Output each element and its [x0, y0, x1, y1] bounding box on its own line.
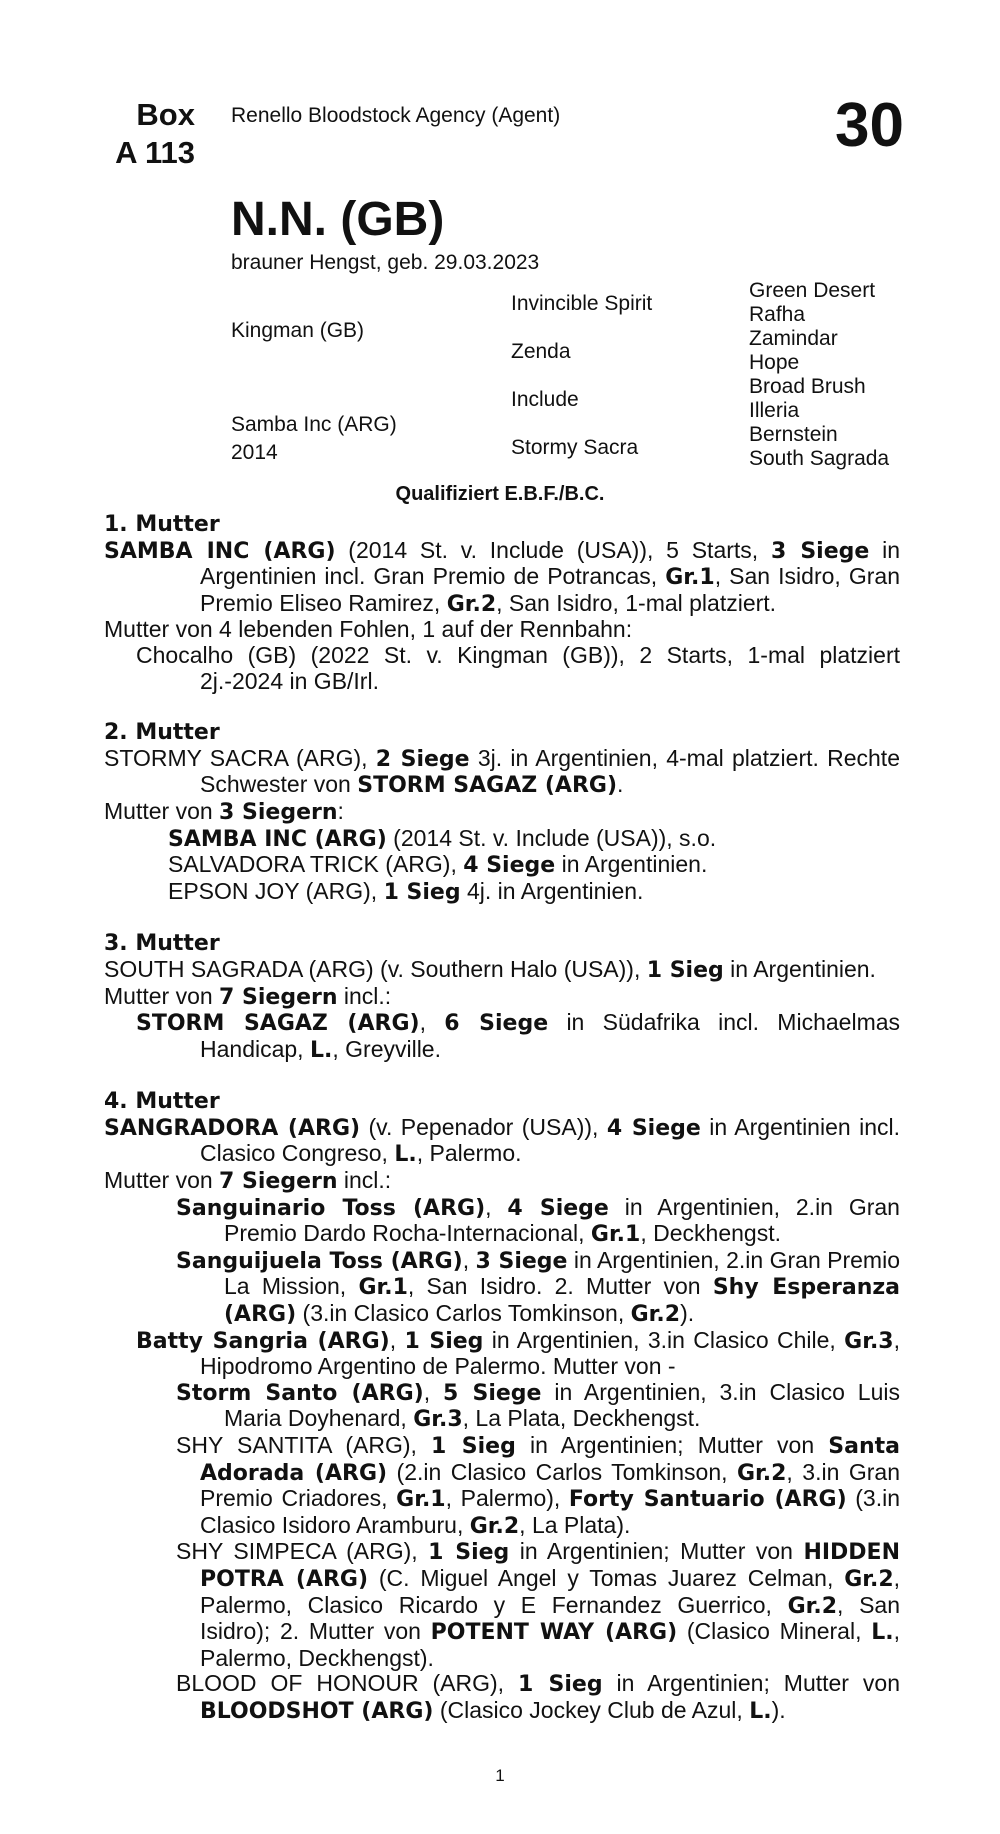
- horse-name: N.N. (GB): [231, 193, 445, 246]
- dam4-produce-2: Sanguijuela Toss (ARG), 3 Siege in Argentinien, 2.in Gran Premio La Mission, Gr.1, San Isidro. 2. Mutter von Shy Esperanza (ARG) (3.in Clasico Carlos Tomkinson, Gr.2).: [176, 1246, 901, 1328]
- pedigree-gen2-1: Invincible Spirit: [511, 292, 653, 315]
- pedigree-gen2-3: Include: [511, 388, 579, 411]
- pedigree-gen3-1: Green Desert: [749, 279, 876, 302]
- page-number: 1: [495, 1766, 505, 1785]
- dam2-produce-2: SALVADORA TRICK (ARG), 4 Siege in Argentinien.: [168, 851, 708, 879]
- pedigree-gen3-4: Hope: [749, 351, 800, 374]
- dam4-grandproduce-1: Storm Santo (ARG), 5 Siege in Argentinien, 3.in Clasico Luis Maria Doyhenard, Gr.3, La Plata, Deckhengst.: [176, 1378, 900, 1433]
- horse-description: brauner Hengst, geb. 29.03.2023: [231, 251, 540, 274]
- dam3-produce-intro: Mutter von 7 Siegern incl.:: [104, 982, 392, 1010]
- dam1-name: SAMBA INC (ARG): [104, 538, 336, 564]
- box-number: A 113: [115, 135, 195, 170]
- dam1-record: SAMBA INC (ARG) (2014 St. v. Include (USA)), 5 Starts, 3 Siege in Argentinien incl. Gran Premio de Potrancas, Gr.1, San Isidro, Gran Premio Eliseo Ramirez, Gr.2, San Isidro, 1-mal platziert.: [104, 536, 900, 617]
- lot-number: 30: [835, 91, 904, 160]
- dam4-grandproduce-3: SHY SIMPECA (ARG), 1 Sieg in Argentinien; Mutter von HIDDEN POTRA (ARG) (C. Miguel Angel y Tomas Juarez Celman, Gr.2, Palermo, Clasico Ricardo y E Fernandez Guerrico, Gr.2, San Isidro); 2. Mutter von POTENT WAY (ARG) (Clasico Mineral, L., Palermo, Deckhengst).: [176, 1538, 901, 1671]
- pedigree-gen3-5: Broad Brush: [749, 375, 866, 398]
- dam2-produce-intro: Mutter von 3 Siegern:: [104, 797, 344, 825]
- pedigree-dam-year: 2014: [231, 441, 278, 464]
- dam4-heading: 4. Mutter: [104, 1089, 220, 1115]
- qualification: Qualifiziert E.B.F./B.C.: [395, 483, 605, 505]
- dam1-heading: 1. Mutter: [104, 512, 220, 537]
- dam4-grandproduce-2: SHY SANTITA (ARG), 1 Sieg in Argentinien; Mutter von Santa Adorada (ARG) (2.in Clasico Carlos Tomkinson, Gr.2, 3.in Gran Premio Criadores, Gr.1, Palermo), Forty Santuario (ARG) (3.in Clasico Isidoro Aramburu, Gr.2, La Plata).: [176, 1432, 900, 1539]
- box-label: [100, 96, 195, 172]
- dam1-produce-1: Chocalho (GB) (2022 St. v. Kingman (GB)), 2 Starts, 1-mal platziert 2j.-2024 in GB/Irl.: [136, 641, 900, 694]
- dam4-record: SANGRADORA (ARG) (v. Pepenador (USA)), 4 Siege in Argentinien incl. Clasico Congreso, L., Palermo.: [104, 1113, 900, 1168]
- agent-name: Renello Bloodstock Agency (Agent): [231, 104, 561, 127]
- dam2-produce-3: EPSON JOY (ARG), 1 Sieg 4j. in Argentinien.: [168, 877, 644, 905]
- dam2-produce-1: SAMBA INC (ARG) (2014 St. v. Include (USA)), s.o.: [168, 824, 717, 852]
- dam3-produce-1: STORM SAGAZ (ARG), 6 Siege in Südafrika incl. Michaelmas Handicap, L., Greyville.: [136, 1009, 901, 1063]
- dam4-produce-1: Sanguinario Toss (ARG), 4 Siege in Argentinien, 2.in Gran Premio Dardo Rocha-Internacional, Gr.1, Deckhengst.: [176, 1193, 900, 1248]
- pedigree-gen3-2: Rafha: [749, 303, 806, 326]
- pedigree-sire: Kingman (GB): [231, 319, 365, 342]
- pedigree-dam: Samba Inc (ARG): [231, 413, 397, 436]
- pedigree-gen3-3: Zamindar: [749, 327, 838, 350]
- dam3-heading: 3. Mutter: [104, 931, 220, 957]
- dam4-produce-3: Batty Sangria (ARG), 1 Sieg in Argentinien, 3.in Clasico Chile, Gr.3, Hipodromo Argentino de Palermo. Mutter von -: [136, 1326, 900, 1380]
- box-word: Box: [136, 97, 195, 132]
- dam1-produce-intro: Mutter von 4 lebenden Fohlen, 1 auf der Rennbahn:: [104, 616, 633, 643]
- pedigree-gen2-4: Stormy Sacra: [511, 436, 639, 459]
- catalogue-body: [104, 512, 900, 1725]
- dam4-produce-intro: Mutter von 7 Siegern incl.:: [104, 1167, 392, 1195]
- pedigree-gen3-8: South Sagrada: [749, 447, 890, 470]
- dam2-record: STORMY SACRA (ARG), 2 Siege 3j. in Argentinien, 4-mal platziert. Rechte Schwester von STORM SAGAZ (ARG).: [104, 744, 900, 799]
- dam4-grandproduce-4: BLOOD OF HONOUR (ARG), 1 Sieg in Argentinien; Mutter von BLOODSHOT (ARG) (Clasico Jockey Club de Azul, L.).: [176, 1670, 900, 1724]
- dam3-record: SOUTH SAGRADA (ARG) (v. Southern Halo (USA)), 1 Sieg in Argentinien.: [104, 955, 876, 983]
- pedigree-gen3-6: Illeria: [749, 399, 800, 422]
- dam2-heading: 2. Mutter: [104, 720, 220, 746]
- pedigree-gen2-2: Zenda: [511, 340, 571, 363]
- pedigree-gen3-7: Bernstein: [749, 423, 838, 446]
